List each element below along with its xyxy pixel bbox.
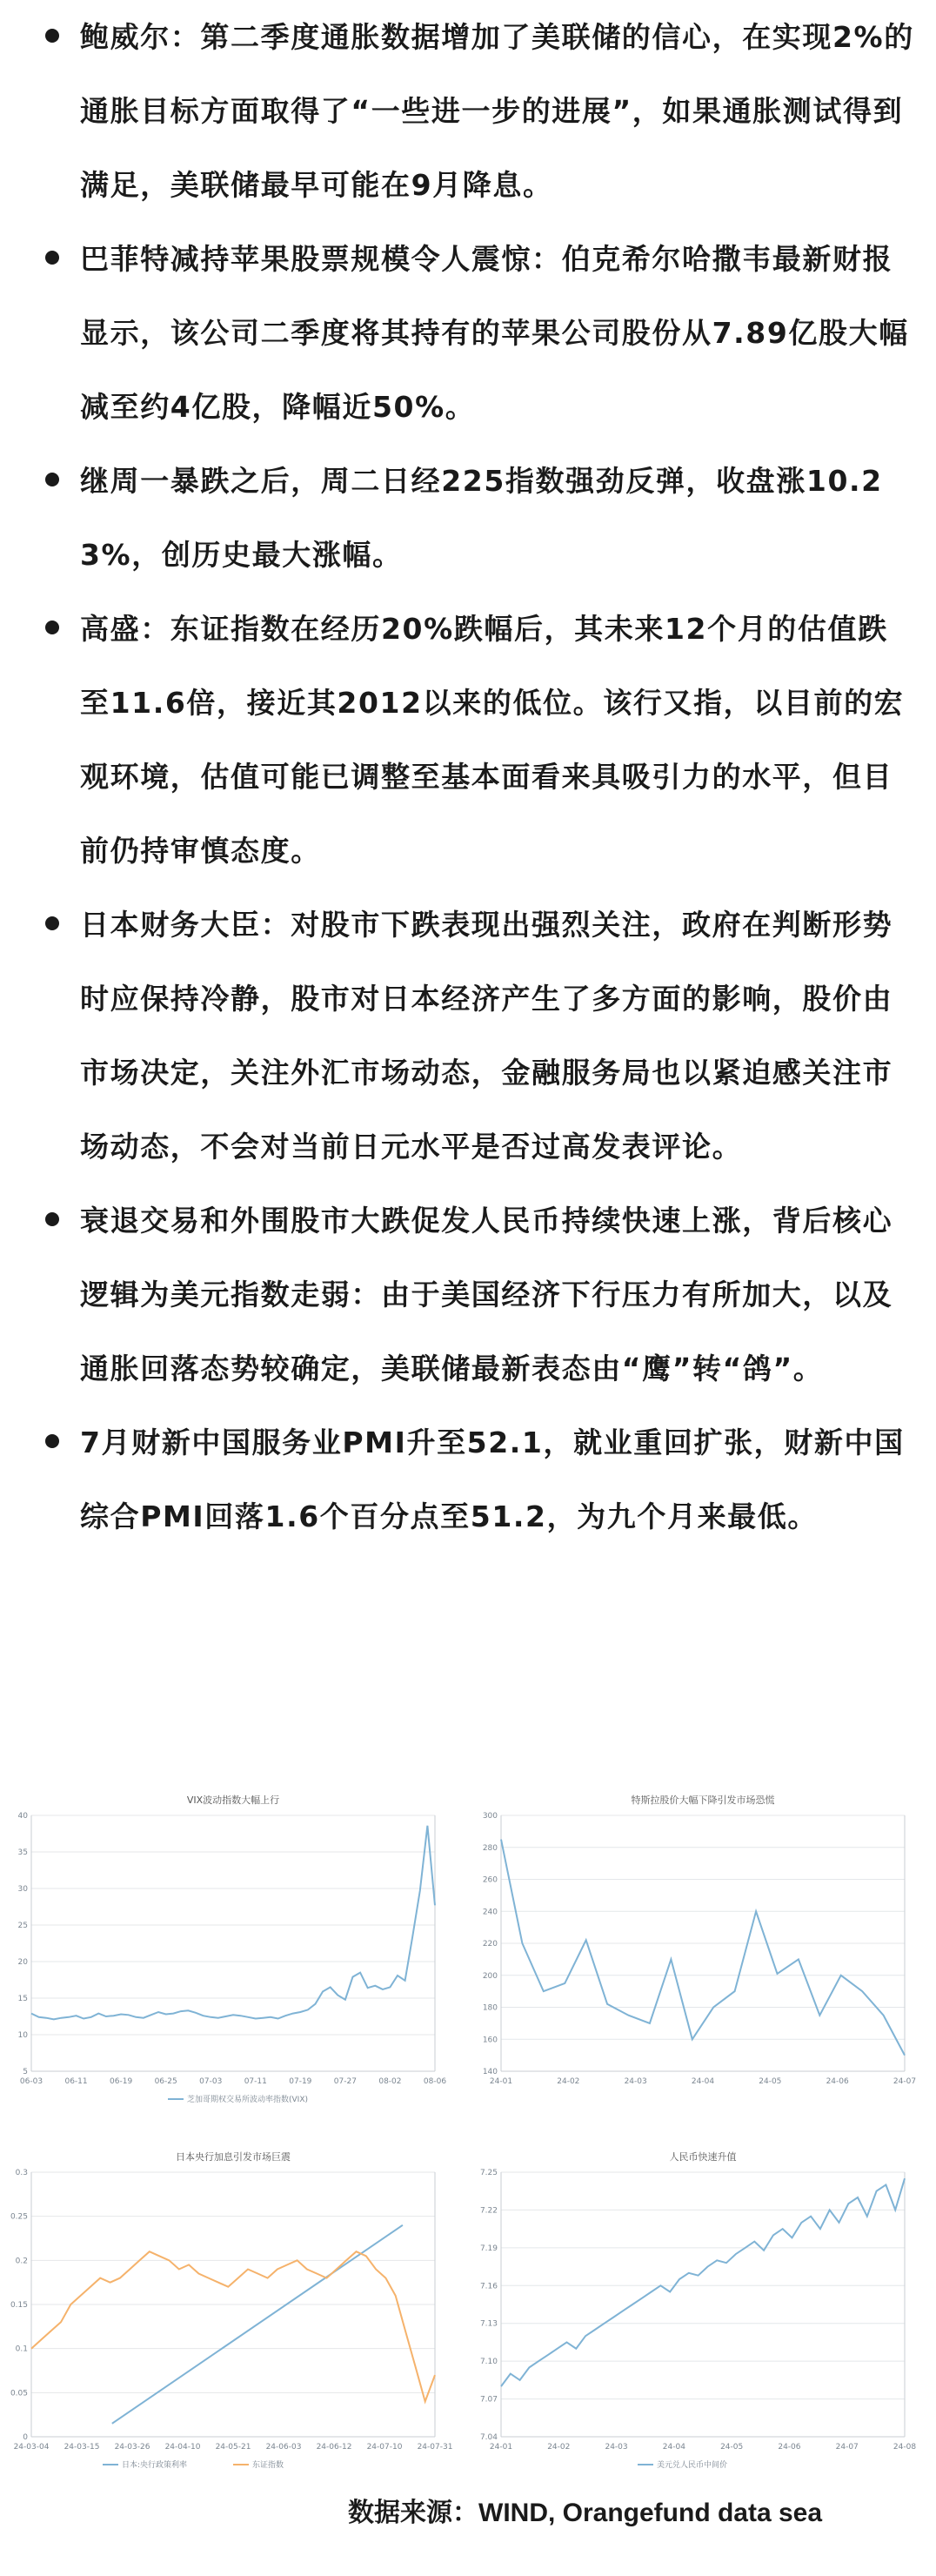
chart-boj bbox=[7, 2141, 459, 2480]
bullet-text: 鲍威尔：第二季度通胀数据增加了美联储的信心，在实现2%的通胀目标方面取得了“一些进一步的进展”，如果通胀测试得到满足，美联储最早可能在9月降息。 bbox=[80, 20, 914, 202]
y-tick-label: 0.1 bbox=[15, 2345, 28, 2354]
y-tick-label: 220 bbox=[482, 1940, 498, 1949]
x-tick-label: 24-04 bbox=[662, 2443, 685, 2452]
data-source-note: 数据来源：WIND, Orangefund data sea bbox=[348, 2499, 823, 2527]
y-tick-label: 240 bbox=[482, 1908, 498, 1917]
x-tick-label: 24-06-03 bbox=[265, 2443, 302, 2452]
bullet-text: 高盛：东证指数在经历20%跌幅后，其未来12个月的估值跌至11.6倍，接近其2012以来的低位。该行又指，以目前的宏观环境，估值可能已调整至基本面看来具吸引力的水平，但目前仍持审慎态度。 bbox=[80, 612, 905, 868]
chart-boj-svg bbox=[7, 2141, 459, 2480]
y-tick-label: 7.07 bbox=[479, 2395, 498, 2405]
bullet-dot-icon bbox=[45, 1212, 59, 1226]
y-tick-label: 0.25 bbox=[10, 2212, 28, 2222]
x-tick-label: 24-07-10 bbox=[366, 2443, 403, 2452]
x-tick-label: 24-08 bbox=[893, 2443, 917, 2452]
x-tick-label: 07-03 bbox=[199, 2077, 223, 2086]
news-bullet bbox=[45, 222, 915, 444]
y-tick-label: 15 bbox=[17, 1995, 28, 2003]
news-bullet bbox=[45, 1184, 915, 1405]
x-tick-label: 06-03 bbox=[19, 2077, 43, 2086]
x-tick-label: 24-04 bbox=[691, 2077, 715, 2086]
bullet-dot-icon bbox=[45, 1434, 59, 1448]
chart-tesla bbox=[477, 1784, 929, 2115]
chart-title: VIX波动指数大幅上行 bbox=[186, 1794, 280, 1806]
x-tick-label: 24-07-31 bbox=[417, 2443, 453, 2452]
series-line bbox=[31, 2251, 435, 2401]
y-tick-label: 0.15 bbox=[10, 2301, 28, 2310]
y-tick-label: 280 bbox=[482, 1843, 498, 1853]
x-tick-label: 24-03 bbox=[624, 2077, 647, 2086]
y-tick-label: 40 bbox=[17, 1812, 28, 1821]
x-tick-label: 07-11 bbox=[244, 2077, 267, 2086]
bullet-dot-icon bbox=[45, 473, 59, 486]
y-tick-label: 300 bbox=[482, 1812, 498, 1821]
chart-rmb bbox=[477, 2141, 929, 2480]
x-tick-label: 24-01 bbox=[489, 2443, 513, 2452]
chart-title: 人民币快速升值 bbox=[669, 2151, 737, 2163]
chart-vix-svg bbox=[7, 1784, 459, 2115]
y-tick-label: 160 bbox=[482, 2036, 498, 2045]
bullet-text: 继周一暴跌之后，周二日经225指数强劲反弹，收盘涨10.23%，创历史最大涨幅。 bbox=[80, 464, 883, 572]
chart-title: 日本央行加息引发市场巨震 bbox=[176, 2151, 291, 2163]
charts-grid bbox=[0, 1784, 936, 2515]
y-tick-label: 200 bbox=[482, 1971, 498, 1981]
y-tick-label: 5 bbox=[23, 2068, 28, 2076]
y-tick-label: 10 bbox=[17, 2031, 28, 2040]
legend-label: 日本:央行政策利率 bbox=[122, 2461, 188, 2470]
y-tick-label: 0.3 bbox=[15, 2169, 28, 2177]
y-tick-label: 25 bbox=[17, 1922, 28, 1930]
y-tick-label: 7.22 bbox=[479, 2206, 498, 2216]
y-tick-label: 260 bbox=[482, 1875, 498, 1885]
x-tick-label: 08-02 bbox=[378, 2077, 402, 2086]
x-tick-label: 24-03-26 bbox=[114, 2443, 150, 2452]
series-line bbox=[501, 1840, 905, 2056]
x-tick-label: 24-06-12 bbox=[316, 2443, 352, 2452]
x-tick-label: 24-05-21 bbox=[215, 2443, 251, 2452]
chart-title: 特斯拉股价大幅下降引发市场恐慌 bbox=[631, 1794, 775, 1806]
bullet-text: 衰退交易和外围股市大跌促发人民币持续快速上涨，背后核心逻辑为美元指数走弱：由于美国经济下行压力有所加大，以及通胀回落态势较确定，美联储最新表态由“鹰”转“鸽”。 bbox=[80, 1204, 893, 1385]
x-tick-label: 24-03-04 bbox=[13, 2443, 50, 2452]
y-tick-label: 7.19 bbox=[479, 2244, 498, 2253]
news-bullet bbox=[45, 0, 915, 222]
bullet-text: 巴菲特减持苹果股票规模令人震惊：伯克希尔哈撒韦最新财报显示，该公司二季度将其持有的苹果公司股份从7.89亿股大幅减至约4亿股，降幅近50%。 bbox=[80, 242, 909, 424]
news-bullet bbox=[45, 888, 915, 1184]
x-tick-label: 24-04-10 bbox=[164, 2443, 201, 2452]
news-bullet bbox=[45, 592, 915, 888]
bullet-dot-icon bbox=[45, 29, 59, 43]
news-bullet bbox=[45, 1405, 915, 1553]
x-tick-label: 24-06 bbox=[778, 2443, 801, 2452]
x-tick-label: 24-02 bbox=[547, 2443, 571, 2452]
x-tick-label: 07-19 bbox=[289, 2077, 312, 2086]
x-tick-label: 24-03 bbox=[605, 2443, 628, 2452]
y-tick-label: 7.25 bbox=[479, 2169, 498, 2177]
x-tick-label: 24-06 bbox=[826, 2077, 849, 2086]
y-tick-label: 7.13 bbox=[479, 2319, 498, 2329]
x-tick-label: 24-05 bbox=[720, 2443, 744, 2452]
bullet-dot-icon bbox=[45, 621, 59, 634]
y-tick-label: 180 bbox=[482, 2003, 498, 2013]
x-tick-label: 24-07 bbox=[893, 2077, 917, 2086]
y-tick-label: 140 bbox=[482, 2068, 498, 2076]
legend-label: 美元兑人民币中间价 bbox=[657, 2461, 728, 2470]
x-tick-label: 06-11 bbox=[64, 2077, 88, 2086]
y-tick-label: 0 bbox=[23, 2433, 28, 2442]
y-tick-label: 0.05 bbox=[10, 2389, 28, 2398]
bullet-dot-icon bbox=[45, 916, 59, 930]
bullet-text: 7月财新中国服务业PMI升至52.1，就业重回扩张，财新中国综合PMI回落1.6个百分点至51.2，为九个月来最低。 bbox=[80, 1426, 905, 1533]
x-tick-label: 08-06 bbox=[423, 2077, 447, 2086]
legend-label: 芝加哥期权交易所波动率指数(VIX) bbox=[187, 2096, 308, 2104]
bullet-text: 日本财务大臣：对股市下跌表现出强烈关注，政府在判断形势时应保持冷静，股市对日本经济产生了多方面的影响，股价由市场决定，关注外汇市场动态，金融服务局也以紧迫感关注市场动态，不会对当前日元水平是否过高发表评论。 bbox=[80, 908, 893, 1164]
y-tick-label: 7.16 bbox=[479, 2282, 498, 2291]
x-tick-label: 06-25 bbox=[154, 2077, 177, 2086]
y-tick-label: 30 bbox=[17, 1885, 28, 1894]
x-tick-label: 24-02 bbox=[557, 2077, 580, 2086]
x-tick-label: 06-19 bbox=[110, 2077, 133, 2086]
x-tick-label: 24-07 bbox=[835, 2443, 859, 2452]
news-bullet-list bbox=[45, 0, 915, 1553]
y-tick-label: 20 bbox=[17, 1958, 28, 1967]
news-bullet bbox=[45, 444, 915, 592]
y-tick-label: 7.04 bbox=[479, 2433, 498, 2442]
bullet-dot-icon bbox=[45, 251, 59, 265]
chart-rmb-svg bbox=[477, 2141, 929, 2480]
chart-vix bbox=[7, 1784, 459, 2115]
x-tick-label: 24-01 bbox=[489, 2077, 513, 2086]
y-tick-label: 35 bbox=[17, 1848, 28, 1857]
legend-label: 东证指数 bbox=[252, 2461, 284, 2470]
x-tick-label: 07-27 bbox=[333, 2077, 357, 2086]
y-tick-label: 7.10 bbox=[479, 2358, 498, 2367]
y-tick-label: 0.2 bbox=[15, 2257, 28, 2266]
x-tick-label: 24-05 bbox=[759, 2077, 782, 2086]
chart-tesla-svg bbox=[477, 1784, 929, 2115]
x-tick-label: 24-03-15 bbox=[64, 2443, 100, 2452]
series-line bbox=[31, 1826, 435, 2020]
